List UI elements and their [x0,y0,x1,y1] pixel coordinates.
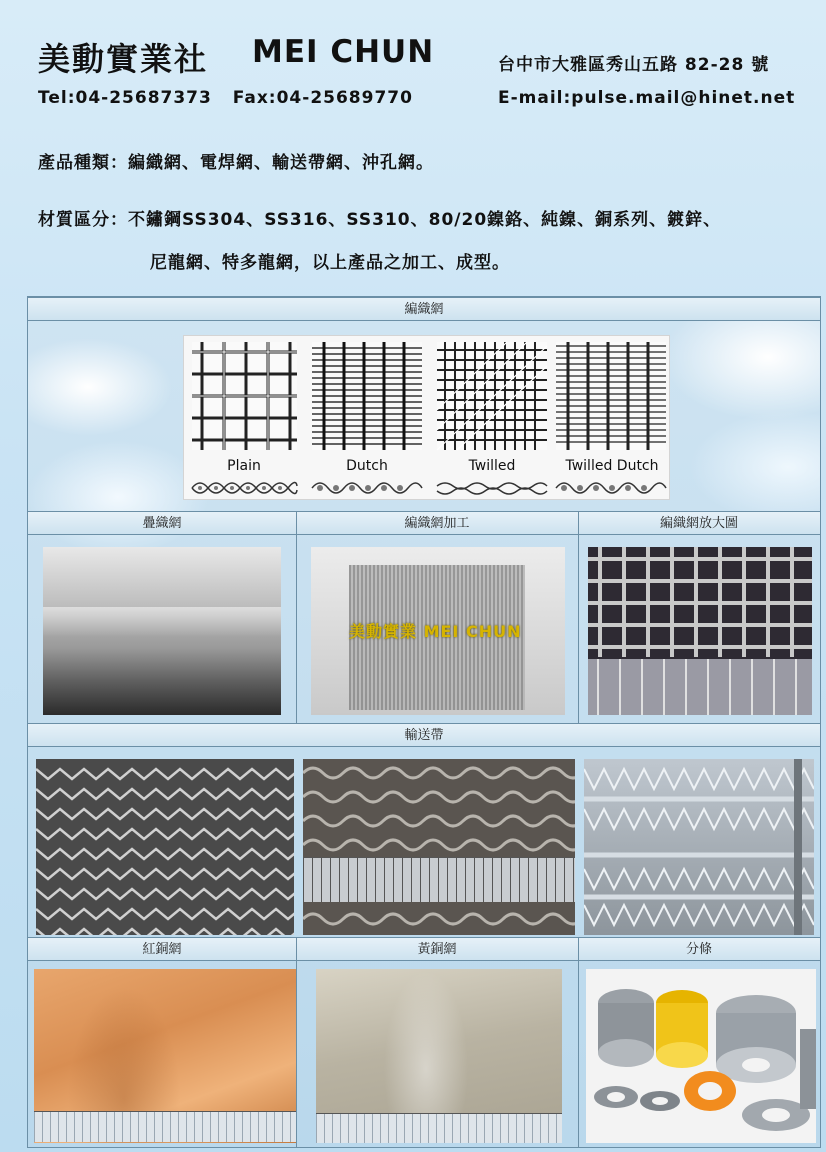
row4-header-band [28,937,820,961]
product-panel [27,296,821,1148]
divider [296,511,297,723]
copper-mesh-photo [34,969,296,1143]
woven-zoom-photo [588,547,812,715]
product-types-text: 產品種類：編織網、電焊網、輸送帶網、沖孔網。 [38,153,434,173]
brass-mesh-title: 黃銅網 [417,942,457,957]
slitting-rolls-photo [586,969,816,1143]
material-text-line1: 材質區分：不鏽鋼SS304、SS316、SS310、80/20鎳鉻、純鎳、銅系列、鍍鋅、 [38,210,722,230]
woven-header-band [28,297,820,321]
woven-processing-title: 編織網加工 [404,516,470,531]
ruler [316,1113,562,1143]
conveyor-title: 輸送帶 [404,728,444,743]
conveyor-header-band [28,723,820,747]
material-text-line2: 尼龍網、特多龍網，以上產品之加工、成型。 [150,253,510,273]
plain-weave-pattern [192,342,297,450]
copper-mesh-title: 紅銅網 [142,942,182,957]
chevron-belt-svg [36,759,294,935]
conveyor-photo-2 [303,759,575,935]
weave-cross-section-dots [198,485,647,491]
company-address: 台中市大雅區秀山五路 82-28 號 [498,55,770,75]
row2-header-band [28,511,820,535]
ruler [34,1111,296,1142]
conveyor-photo-3 [584,759,814,935]
twilled-dutch-weave-pattern [556,342,666,450]
weave-patterns-svg [184,336,669,499]
weave-label-dutch: Dutch [346,458,388,474]
dutch-weave-pattern [312,342,422,450]
divider [578,937,579,1147]
zoom-mesh-svg [588,547,812,715]
divider [578,511,579,723]
weave-label-plain: Plain [227,458,261,474]
weave-label-twilled-dutch: Twilled Dutch [565,458,659,474]
divider [296,937,297,1147]
watermark-text: 美動實業 MEI CHUN [349,622,522,641]
phone-fax: Tel:04-25687373 Fax:04-25689770 [38,88,413,108]
email-address: E-mail:pulse.mail@hinet.net [498,88,796,108]
spiral-belt-svg [303,759,575,935]
company-name-en: MEI CHUN [252,34,435,70]
woven-processing-photo [311,547,565,715]
weave-types-diagram [183,335,670,500]
stacked-mesh-title: 疊織網 [142,516,182,531]
brass-mesh-photo [316,969,562,1143]
rod-belt-svg [584,759,814,935]
mesh-rolls-svg [586,969,816,1143]
company-name-cn: 美動實業社 [38,40,209,78]
twilled-weave-pattern [437,342,547,450]
ruler [303,857,575,902]
stacked-mesh-photo [43,547,281,715]
woven-zoom-title: 編織網放大圖 [659,516,738,531]
conveyor-photo-1 [36,759,294,935]
slitting-title: 分條 [685,942,712,957]
weave-label-twilled: Twilled [468,458,516,474]
woven-section-title: 編織網 [404,302,444,317]
